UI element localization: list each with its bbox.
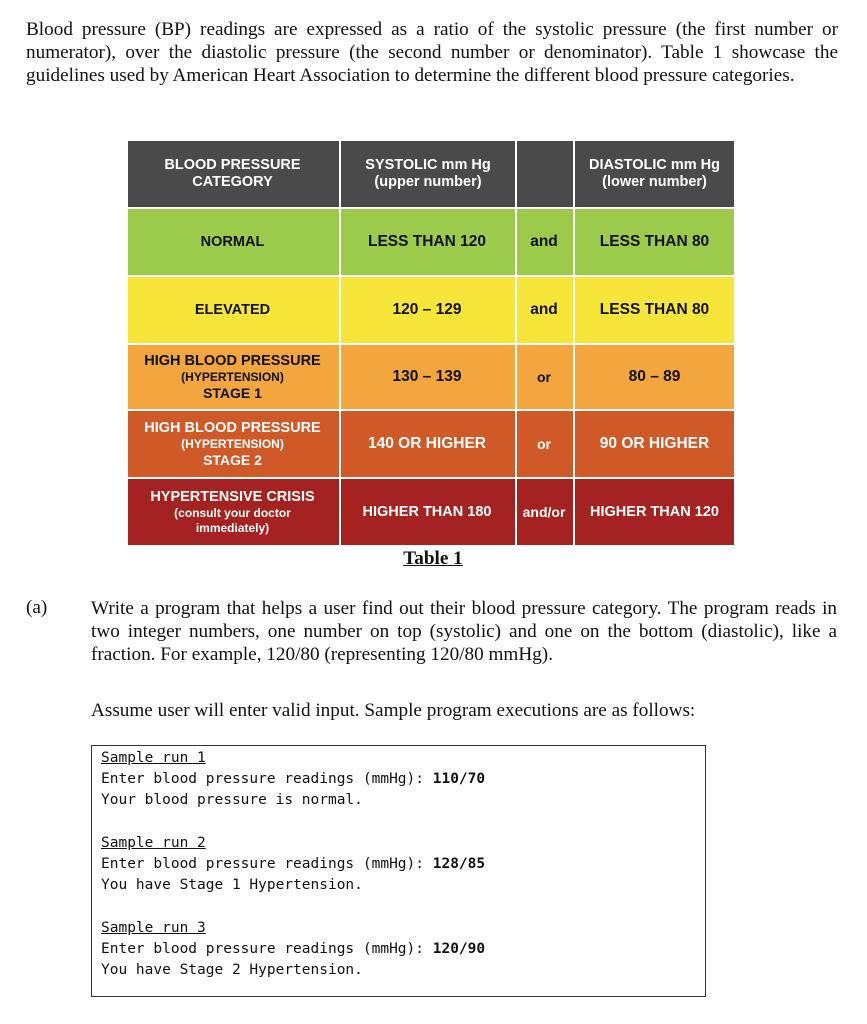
- user-input: 120/90: [432, 941, 486, 957]
- header-conjunction: [515, 141, 571, 207]
- sample-run-output: You have Stage 2 Hypertension.: [101, 962, 363, 978]
- diastolic-value: LESS THAN 80: [573, 277, 734, 343]
- table-row: [128, 479, 734, 545]
- header-diastolic: [573, 141, 734, 207]
- prompt-text: Enter blood pressure readings (mmHg):: [101, 941, 433, 957]
- category-stage1: [128, 345, 337, 409]
- sample-run-title: Sample run 2: [101, 835, 206, 851]
- conjunction: and: [515, 209, 571, 275]
- sample-run-output: You have Stage 1 Hypertension.: [101, 877, 363, 893]
- systolic-value: LESS THAN 120: [339, 209, 513, 275]
- user-input: 110/70: [432, 771, 486, 787]
- header-category: [128, 141, 337, 207]
- diastolic-value: 80 – 89: [573, 345, 734, 409]
- table-row: [128, 209, 734, 275]
- category-line1: HIGH BLOOD PRESSURE: [144, 352, 321, 369]
- table-header-row: [128, 141, 734, 207]
- header-category-line1: BLOOD PRESSURE: [164, 157, 301, 173]
- intro-paragraph: Blood pressure (BP) readings are expressed as a ratio of the systolic pressure (the first number or numerator), over the diastolic pressure (the second number or denominator). Table 1 showcase the guidelines used by American Heart Association to determine the different blood pressure categories.: [26, 19, 838, 86]
- category-normal: NORMAL: [200, 234, 265, 250]
- assume-text: Assume user will enter valid input. Sample program executions are as follows:: [91, 700, 696, 721]
- header-diastolic-line1: DIASTOLIC mm Hg: [588, 157, 721, 173]
- table-row: [128, 411, 734, 477]
- category-line1: HYPERTENSIVE CRISIS: [150, 488, 315, 505]
- sample-run-title: Sample run 1: [101, 750, 206, 766]
- sample-runs-box: [91, 745, 706, 997]
- header-systolic: [339, 141, 515, 207]
- header-systolic-line2: (upper number): [374, 174, 482, 190]
- user-input: 128/85: [432, 856, 486, 872]
- systolic-value: 120 – 129: [339, 277, 513, 343]
- diastolic-value: LESS THAN 80: [573, 209, 734, 275]
- sample-run: [101, 918, 705, 981]
- diastolic-value: 90 OR HIGHER: [573, 411, 734, 477]
- table-row: [128, 345, 734, 409]
- conjunction: and: [515, 277, 571, 343]
- prompt-text: Enter blood pressure readings (mmHg):: [101, 771, 433, 787]
- category-line1: HIGH BLOOD PRESSURE: [144, 419, 321, 436]
- table-row: [128, 277, 734, 343]
- part-a-text: Write a program that helps a user find out their blood pressure category. The program reads in two integer numbers, one number on top (systolic) and one on the bottom (diastolic), like a fraction. For example, 120/80 (representing 120/80 mmHg).: [91, 598, 837, 665]
- sample-run: [101, 748, 705, 811]
- conjunction: or: [515, 411, 571, 477]
- category-line3: immediately): [195, 520, 270, 535]
- sample-run-title: Sample run 3: [101, 920, 206, 936]
- category-elevated: ELEVATED: [194, 302, 271, 318]
- blood-pressure-table: [128, 141, 734, 545]
- category-line2: (HYPERTENSION): [181, 369, 284, 384]
- sample-run-input-line: [101, 854, 705, 875]
- sample-run: [101, 833, 705, 896]
- conjunction: or: [515, 345, 571, 409]
- table-caption: Table 1: [403, 548, 463, 569]
- sample-run-input-line: [101, 939, 705, 960]
- systolic-value: 140 OR HIGHER: [339, 411, 513, 477]
- header-systolic-line1: SYSTOLIC mm Hg: [365, 157, 491, 173]
- header-diastolic-line2: (lower number): [602, 174, 707, 190]
- diastolic-value: HIGHER THAN 120: [573, 479, 734, 545]
- systolic-value: HIGHER THAN 180: [339, 479, 513, 545]
- header-category-line2: CATEGORY: [192, 174, 273, 190]
- category-crisis: [128, 479, 337, 545]
- sample-run-input-line: [101, 769, 705, 790]
- systolic-value: 130 – 139: [339, 345, 513, 409]
- category-line3: STAGE 2: [203, 451, 262, 468]
- category-stage2: [128, 411, 337, 477]
- conjunction: and/or: [515, 479, 571, 545]
- category-line3: STAGE 1: [203, 384, 262, 401]
- prompt-text: Enter blood pressure readings (mmHg):: [101, 856, 433, 872]
- category-line2: (HYPERTENSION): [181, 436, 284, 451]
- part-label: (a): [26, 597, 48, 618]
- category-line2: (consult your doctor: [174, 505, 291, 520]
- sample-run-output: Your blood pressure is normal.: [101, 792, 363, 808]
